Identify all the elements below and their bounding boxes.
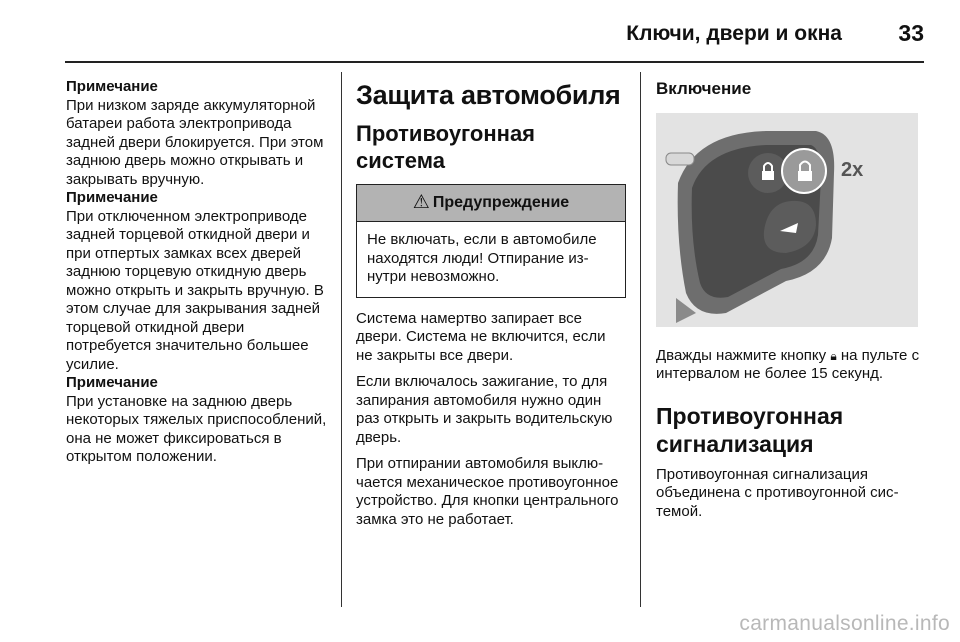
column-activation — [656, 78, 921, 521]
alarm-text: Противоугонная сигнализация объединена с противоугонной системой. — [656, 465, 899, 520]
warning-title: Предупреждение — [432, 193, 570, 211]
warning-text: Не включать, если в автомобиле находятся люди! Отпирание изнутри невозможно. — [367, 231, 597, 285]
column-divider — [640, 72, 641, 607]
activation-heading: Включение — [656, 79, 752, 98]
warning-header — [357, 185, 625, 222]
header-rule — [65, 61, 924, 63]
note-text: При низком заряде аккумуляторной батареи работа электропривода задней двери блокируется. При этом заднюю дверь можно открывать и закрывать вручную. — [66, 96, 324, 188]
alarm-heading: Противоугонная сигнализация — [656, 402, 844, 457]
lock-icon: 🔒︎ — [830, 348, 837, 363]
section-heading: Защита автомобиля — [356, 80, 621, 110]
remote-key-drawing — [656, 113, 918, 327]
watermark: carmanualsonline.info — [739, 612, 950, 635]
note-text: При установке на заднюю дверь некоторых тяжелых приспособлений, она не может фиксироваться в открытом положении. — [66, 392, 327, 465]
column-divider — [341, 72, 342, 607]
paragraph: Система намертво запирает все двери. Система не включится, если не закрыты все двери. — [356, 309, 606, 364]
page-header — [0, 0, 960, 60]
note-title: Примечание — [66, 78, 158, 95]
column-vehicle-protection — [356, 78, 626, 537]
paragraph: При отпирании автомобиля выключается механическое противоугонное устройство. Для кнопки центрального замка это не работает. — [356, 455, 619, 528]
note-title: Примечание — [66, 189, 158, 206]
warning-box — [356, 184, 626, 298]
section-subheading: Противоугонная система — [356, 121, 536, 173]
activation-instruction: Дважды нажмите кнопку 🔒︎ на пульте с интервалом не более 15 секунд. — [656, 346, 920, 382]
column-notes — [66, 78, 328, 467]
page-number: 33 — [898, 20, 924, 46]
header-title: Ключи, двери и окна — [626, 22, 842, 45]
press-twice-label: 2x — [841, 158, 864, 181]
note-text: При отключенном электроприводе задней торцевой откидной двери и при отпертых замках всех дверей заднюю торцевую откидную дверь можно открыть и закрыть вручную. В этом случае для закрывания задней торцевой откидной двери потребуется значительно большее усилие. — [66, 207, 324, 373]
paragraph: Если включалось зажигание, то для запирания автомобиля нужно один раз открыть и закрыть водительскую дверь. — [356, 373, 613, 446]
remote-key-illustration — [656, 113, 918, 327]
warning-triangle-icon: ⚠ — [412, 191, 430, 213]
note-title: Примечание — [66, 374, 158, 391]
